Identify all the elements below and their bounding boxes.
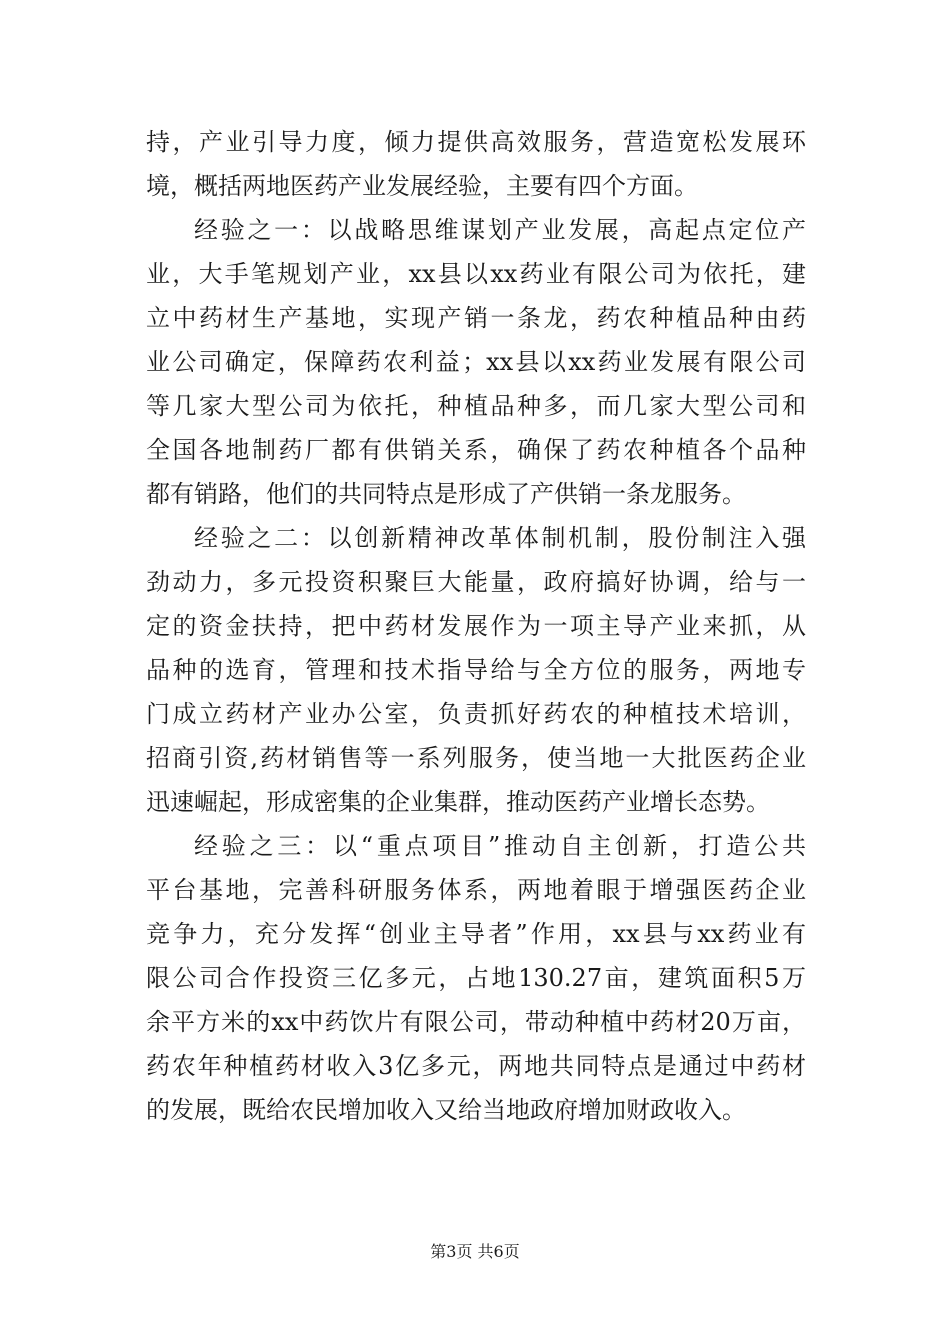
text-line: 竞争力，充分发挥“创业主导者”作用，xx县与xx药业有 [146,920,806,948]
body-text [146,120,806,1132]
text-line: 定的资金扶持，把中药材发展作为一项主导产业来抓，从 [146,612,806,640]
text-line: 劲动力，多元投资积聚巨大能量，政府搞好协调，给与一 [146,568,806,596]
text-line: 品种的选育，管理和技术指导给与全方位的服务，两地专 [146,656,806,684]
page-footer: 第3页 共6页 [430,1242,520,1261]
text-line: 迅速崛起，形成密集的企业集群，推动医药产业增长态势。 [146,788,770,816]
text-line: 平台基地，完善科研服务体系，两地着眼于增强医药企业 [146,876,806,904]
text-line: 门成立药材产业办公室，负责抓好药农的种植技术培训， [146,700,806,728]
text-line: 招商引资,药材销售等一系列服务，使当地一大批医药企业 [146,744,806,772]
text-line: 经验之三：以“重点项目”推动自主创新，打造公共 [194,832,806,860]
text-line: 药农年种植药材收入3亿多元，两地共同特点是通过中药材 [146,1052,806,1080]
text-line: 的发展，既给农民增加收入又给当地政府增加财政收入。 [146,1096,746,1124]
text-line: 都有销路，他们的共同特点是形成了产供销一条龙服务。 [146,480,746,508]
text-line: 立中药材生产基地，实现产销一条龙，药农种植品种由药 [146,304,806,332]
text-line: 全国各地制药厂都有供销关系，确保了药农种植各个品种 [146,436,806,464]
text-line: 业公司确定，保障药农利益；xx县以xx药业发展有限公司 [146,348,806,376]
text-line: 经验之一：以战略思维谋划产业发展，高起点定位产 [194,216,806,244]
text-line: 境，概括两地医药产业发展经验，主要有四个方面。 [146,172,698,200]
text-line: 限公司合作投资三亿多元，占地130.27亩，建筑面积5万 [146,964,806,992]
text-line: 业，大手笔规划产业，xx县以xx药业有限公司为依托，建 [146,260,806,288]
text-line: 持，产业引导力度，倾力提供高效服务，营造宽松发展环 [146,128,806,156]
text-line: 经验之二：以创新精神改革体制机制，股份制注入强 [194,524,806,552]
text-line: 等几家大型公司为依托，种植品种多，而几家大型公司和 [146,392,806,420]
text-line: 余平方米的xx中药饮片有限公司，带动种植中药材20万亩， [146,1008,806,1036]
